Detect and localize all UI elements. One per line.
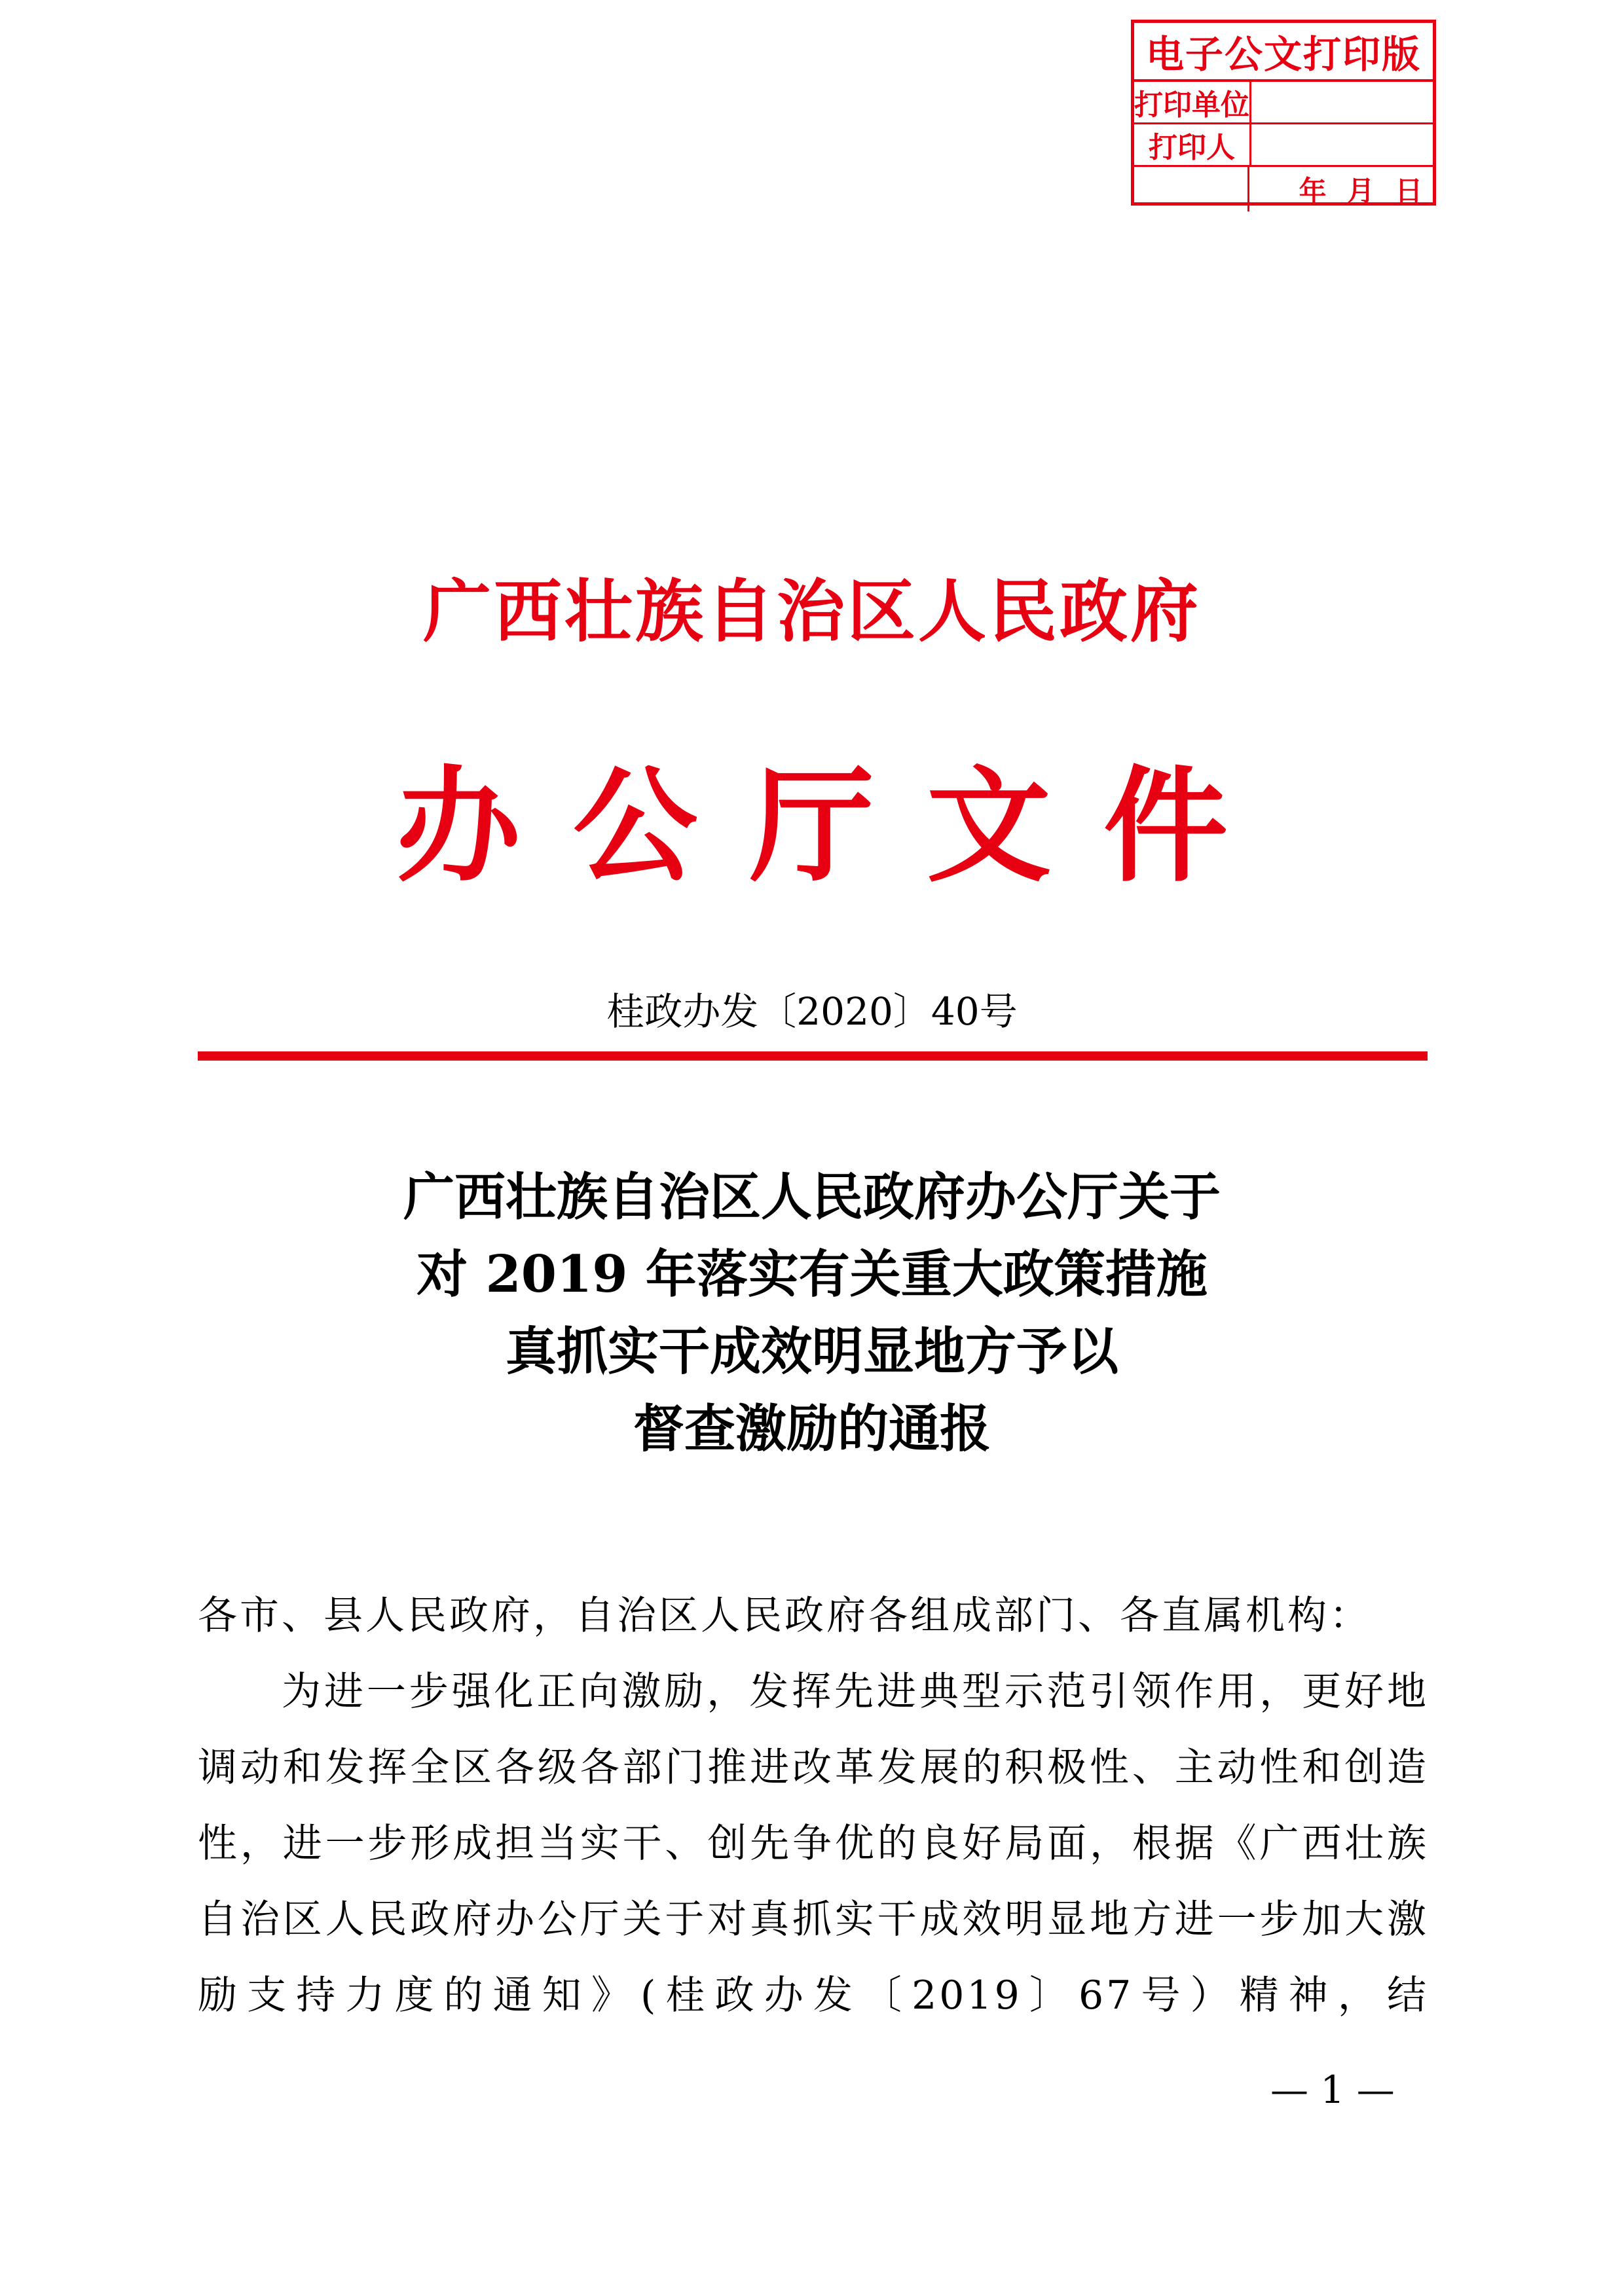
stamp-year: 年 <box>1299 175 1327 207</box>
issuer-name: 广西壮族自治区人民政府 <box>422 571 1201 651</box>
body-paragraph: 为进一步强化正向激励，发挥先进典型示范引领作用，更好地调动和发挥全区各级各部门推进改革发展的积极性、主动性和创造性，进一步形成担当实干、创先争优的良好局面，根据《广西壮族自治区人民政府办公厅关于对真抓实干成效明显地方进一步加大激励支持力度的通知》(桂政办发〔2019〕67号）精神，结 <box>198 1669 1429 2018</box>
stamp-person-row <box>1134 124 1433 167</box>
stamp-day: 日 <box>1395 175 1423 207</box>
stamp-unit-label: 打印单位 <box>1134 82 1251 122</box>
red-divider-line <box>198 1051 1428 1061</box>
salutation: 各市、县人民政府，自治区人民政府各组成部门、各直属机构： <box>198 1593 1371 1639</box>
stamp-person-value <box>1251 124 1433 165</box>
stamp-date-fields <box>1249 170 1433 209</box>
stamp-date-row <box>1134 167 1433 211</box>
title-line: 广西壮族自治区人民政府办公厅关于 <box>403 1167 1221 1227</box>
page-number: — 1 — <box>1270 2068 1395 2112</box>
title-line: 督查激励的通报 <box>633 1399 991 1459</box>
issuer-document-type: 办公厅文件 <box>396 753 1280 899</box>
stamp-unit-value <box>1251 82 1433 122</box>
document-body <box>198 1578 1429 2033</box>
title-line: 真抓实干成效明显地方予以 <box>505 1322 1118 1381</box>
stamp-unit-row <box>1134 82 1433 124</box>
stamp-title: 电子公文打印版 <box>1134 23 1433 82</box>
title-line: 对 2019 年落实有关重大政策措施 <box>416 1245 1208 1304</box>
stamp-person-label: 打印人 <box>1134 124 1251 165</box>
document-number: 桂政办发〔2020〕40号 <box>606 989 1018 1034</box>
document-title <box>0 1159 1624 1468</box>
stamp-month: 月 <box>1346 175 1375 207</box>
stamp-date-blank <box>1134 167 1249 211</box>
print-stamp <box>1131 20 1436 206</box>
